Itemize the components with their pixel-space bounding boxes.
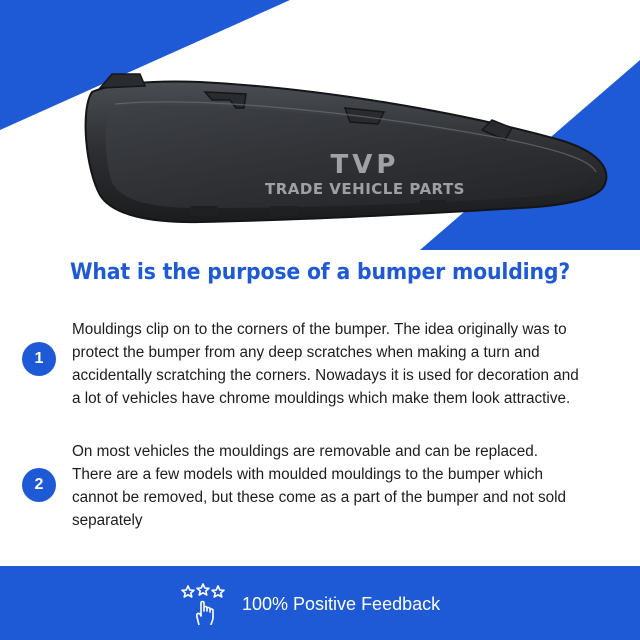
text-line: a lot of vehicles have chrome mouldings which make them look attractive. xyxy=(72,390,571,407)
bumper-moulding-illustration xyxy=(0,0,640,250)
text-line: cannot be removed, but these come as a part of the bumper and not sold xyxy=(72,489,567,506)
text-line: separately xyxy=(72,512,143,529)
item-text xyxy=(72,440,620,532)
tab-3 xyxy=(420,200,446,210)
watermark-tagline: TRADE VEHICLE PARTS xyxy=(265,180,465,198)
text-line: Mouldings clip on to the corners of the bumper. The idea originally was to xyxy=(72,321,567,338)
footer-text: 100% Positive Feedback xyxy=(242,594,441,614)
watermark-logo: TVP xyxy=(330,150,400,180)
headline: What is the purpose of a bumper moulding? xyxy=(69,260,571,285)
number-badge: 1 xyxy=(22,342,56,376)
tab-2 xyxy=(270,206,298,216)
text-line: protect the bumper from any deep scratches when making a turn and xyxy=(72,344,540,361)
product-image xyxy=(0,0,640,250)
number-badge: 2 xyxy=(22,468,56,502)
item-text xyxy=(72,318,620,410)
star-rating-tap-icon xyxy=(180,583,226,634)
tab-1 xyxy=(190,206,218,216)
text-line: There are a few models with moulded mouldings to the bumper which xyxy=(72,466,544,483)
text-line: On most vehicles the mouldings are removable and can be replaced. xyxy=(72,443,538,460)
text-line: accidentally scratching the corners. Nowadays it is used for decoration and xyxy=(72,367,579,384)
